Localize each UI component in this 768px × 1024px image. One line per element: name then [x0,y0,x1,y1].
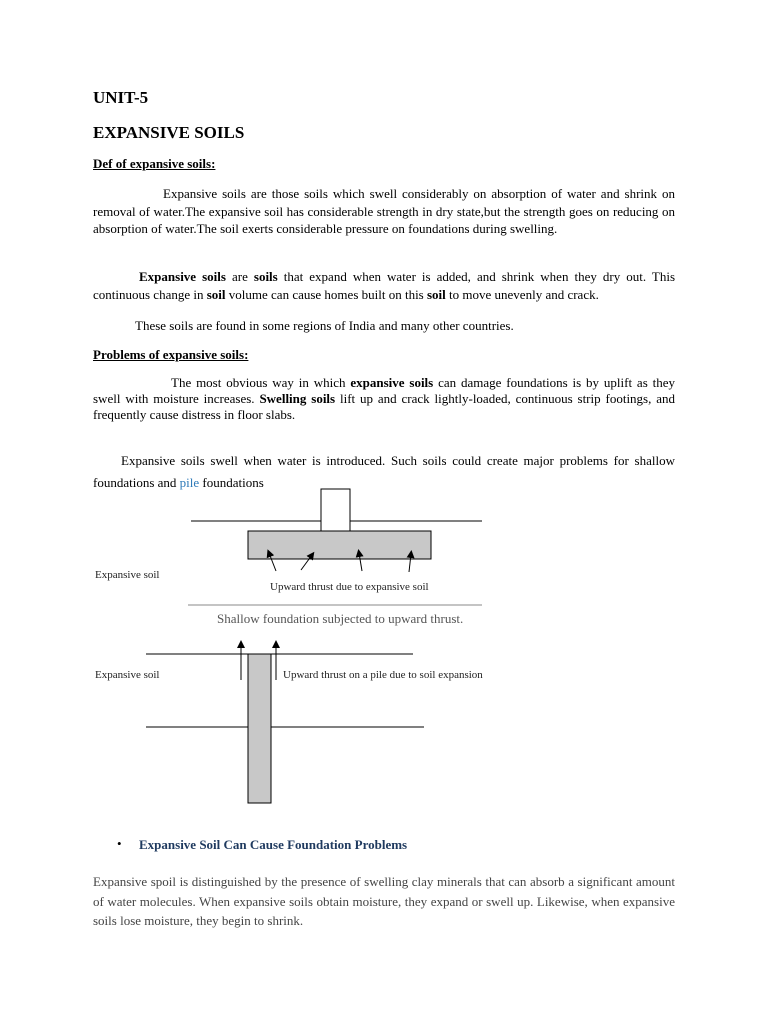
diagram2-thrust-label: Upward thrust on a pile due to soil expansion [283,669,483,681]
pile-foundation-diagram [146,644,424,803]
def-paragraph: Expansive soils are those soils which swell considerably on absorption of water and shrink on removal of water.The expansive soil has considerable strength in dry state,but the strength goes on reducing on absorption of water.The soil exerts considerable pressure on foundations during swelling. [93,186,675,236]
bold-term: expansive soils [350,375,434,390]
bold-term: soil [206,286,226,302]
column [321,489,350,531]
unit-heading: UNIT-5 [93,88,149,107]
problems-heading: Problems of expansive soils: [93,347,249,362]
footing [248,531,431,559]
diagram1-thrust-label: Upward thrust due to expansive soil [270,581,429,593]
bold-term: soil [427,286,446,302]
bullet-heading: Expansive Soil Can Cause Foundation Problems [139,837,408,852]
bold-term: Expansive soils [139,269,226,284]
text-run: are [225,269,254,284]
pile [248,654,271,803]
text-run: volume can cause homes built on this [225,286,427,302]
text-run: to move unevenly and crack. [445,286,599,302]
bullet-icon: • [117,836,122,851]
bold-term: Swelling soils [259,391,336,406]
diagram1-soil-label: Expansive soil [95,569,160,581]
bold-term: soils [253,269,278,284]
text-run: lift up and crack lightly-loaded, continuous strip footings, and frequently cause distress in floor slabs. [93,391,676,422]
text-run: that expand when water is added, and shrink when they dry out. This continuous change in [93,269,676,302]
final-paragraph: Expansive spoil is distinguished by the presence of swelling clay minerals that can absorb a significant amount of water molecules. When expansive soils obtain moisture, they expand or swell up. Likewise, when expansive soils lose moisture, they begin to shrink. [93,874,675,928]
def-heading: Def of expansive soils: [93,156,216,171]
text-run: Expansive soils swell when water is introduced. Such soils could create major problems for shallow foundations and [93,453,675,490]
text-run: foundations [199,475,264,490]
page-title: EXPANSIVE SOILS [93,123,245,142]
diagram2-soil-label: Expansive soil [95,669,160,681]
text-run: The most obvious way in which [171,375,351,390]
pile-link[interactable]: pile [179,475,200,490]
diagram1-caption: Shallow foundation subjected to upward thrust. [217,611,464,626]
text-run: can damage foundations is by uplift as they swell with moisture increases. [93,375,675,406]
paragraph-regions: These soils are found in some regions of India and many other countries. [135,318,514,333]
